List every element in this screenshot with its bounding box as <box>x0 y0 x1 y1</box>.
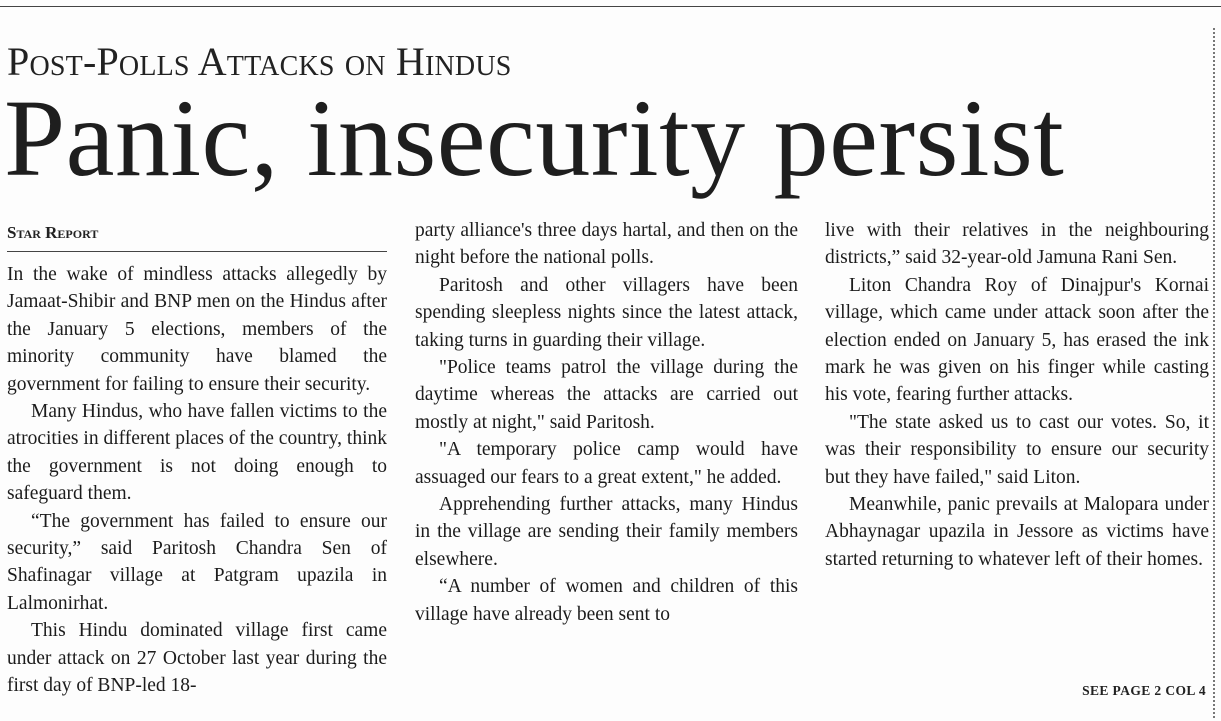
continuation-note: SEE PAGE 2 COL 4 <box>1082 683 1206 698</box>
article-paragraph: "A temporary police camp would have assuaged our fears to a great extent," he added. <box>415 439 798 488</box>
article-column-2 <box>415 217 798 628</box>
article-paragraph: This Hindu dominated village first came under attack on 27 October last year during the first day of BNP-led 18- <box>7 620 387 697</box>
article-paragraph: party alliance's three days hartal, and then on the night before the national polls. <box>415 220 798 269</box>
byline: Star Report <box>7 223 99 242</box>
byline-rule <box>7 251 387 252</box>
headline: Panic, insecurity persist <box>4 77 1065 199</box>
article-paragraph: Apprehending further attacks, many Hindus in the village are sending their family members elsewhere. <box>415 494 798 570</box>
article-paragraph: Liton Chandra Roy of Dinajpur's Kornai village, which came under attack soon after the election ended on January 5, has erased the ink mark he was given on his finger while casting his vote, fearing further attacks. <box>825 274 1209 406</box>
article-paragraph: live with their relatives in the neighbouring districts,” said 32-year-old Jamuna Rani Sen. <box>825 220 1209 269</box>
article-paragraph: “The government has failed to ensure our security,” said Paritosh Chandra Sen of Shafinagar village at Patgram upazila in Lalmonirhat. <box>7 510 387 614</box>
article-column-3 <box>825 217 1209 573</box>
article-paragraph: In the wake of mindless attacks allegedly by Jamaat-Shibir and BNP men on the Hindus after the January 5 elections, members of the minority community have blamed the government for failing to ensure their security. <box>7 264 387 395</box>
article-paragraph: “A number of women and children of this village have already been sent to <box>415 576 798 625</box>
article-column-1 <box>7 261 387 700</box>
article-paragraph: Meanwhile, panic prevails at Malopara under Abhaynagar upazila in Jessore as victims have started returning to whatever left of their homes. <box>825 494 1209 570</box>
kicker: Post-Polls Attacks on Hindus <box>7 39 512 84</box>
article-paragraph: "Police teams patrol the village during the daytime whereas the attacks are carried out mostly at night," said Paritosh. <box>415 357 798 433</box>
page-edge-dotted-rule <box>1213 28 1215 718</box>
article-paragraph: Paritosh and other villagers have been spending sleepless nights since the latest attack, taking turns in guarding their village. <box>415 274 798 351</box>
article-paragraph: Many Hindus, who have fallen victims to the atrocities in different places of the country, think the government is not doing enough to safeguard them. <box>7 401 387 505</box>
article-paragraph: "The state asked us to cast our votes. So, it was their responsibility to ensure our security but they have failed," said Liton. <box>825 411 1209 488</box>
top-rule <box>0 6 1221 7</box>
